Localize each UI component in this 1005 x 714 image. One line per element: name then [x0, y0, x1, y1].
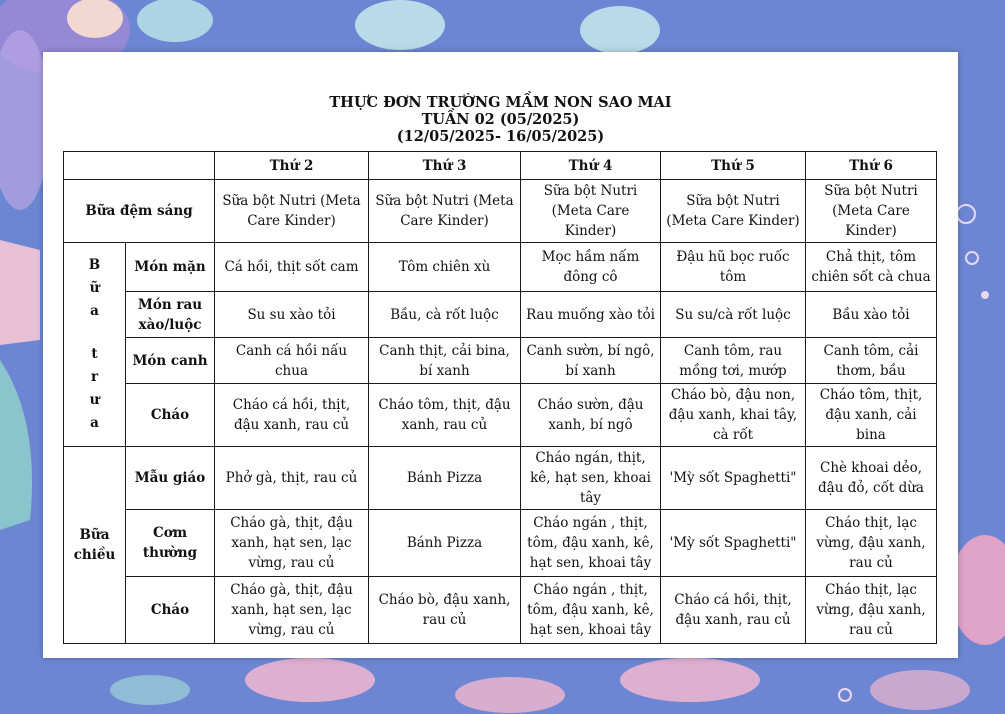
menu-cell: 'Mỳ sốt Spaghetti"	[661, 510, 806, 577]
menu-cell: Cá hồi, thịt sốt cam	[215, 243, 369, 292]
dish-label: Cháo	[126, 384, 215, 447]
menu-cell: Cháo ngán, thịt, kê, hạt sen, khoai tây	[521, 447, 661, 510]
lunch-letter: t	[91, 346, 98, 362]
menu-cell: Bánh Pizza	[369, 447, 521, 510]
menu-cell: Cháo ngán , thịt, tôm, đậu xanh, kê, hạt sen, khoai tây	[521, 510, 661, 577]
menu-cell: Canh tôm, cải thơm, bầu	[806, 338, 937, 384]
day-header: Thứ 4	[521, 152, 661, 180]
menu-cell: Sữa bột Nutri (Meta Care Kinder)	[521, 180, 661, 243]
lunch-letter: r	[90, 369, 99, 385]
menu-cell: Canh sườn, bí ngô, bí xanh	[521, 338, 661, 384]
header-corner	[64, 152, 215, 180]
menu-cell: Cháo ngán , thịt, tôm, đậu xanh, kê, hạt sen, khoai tây	[521, 577, 661, 644]
lunch-letter: ữ	[89, 280, 100, 296]
menu-cell: Bánh Pizza	[369, 510, 521, 577]
day-header: Thứ 5	[661, 152, 806, 180]
morning-row	[64, 180, 937, 243]
afternoon-label: Bữa chiều	[64, 447, 126, 644]
menu-cell: Cháo thịt, lạc vừng, đậu xanh, rau củ	[806, 577, 937, 644]
lunch-row	[64, 384, 937, 447]
menu-cell: Cháo gà, thịt, đậu xanh, hạt sen, lạc vừng, rau củ	[215, 510, 369, 577]
day-header: Thứ 2	[215, 152, 369, 180]
menu-cell: Phở gà, thịt, rau củ	[215, 447, 369, 510]
menu-title-block	[43, 94, 958, 145]
dish-label: Món mặn	[126, 243, 215, 292]
menu-cell: Sữa bột Nutri (Meta Care Kinder)	[215, 180, 369, 243]
lunch-letter: ư	[89, 392, 100, 408]
menu-cell: Su su xào tỏi	[215, 292, 369, 338]
menu-cell: Cháo sườn, đậu xanh, bí ngô	[521, 384, 661, 447]
lunch-row	[64, 338, 937, 384]
menu-cell: Cháo gà, thịt, đậu xanh, hạt sen, lạc vừng, rau củ	[215, 577, 369, 644]
menu-paper	[43, 52, 958, 658]
menu-cell: Sữa bột Nutri (Meta Care Kinder)	[369, 180, 521, 243]
afternoon-row	[64, 447, 937, 510]
menu-table	[63, 151, 937, 644]
day-header: Thứ 6	[806, 152, 937, 180]
menu-cell: Sữa bột Nutri (Meta Care Kinder)	[806, 180, 937, 243]
menu-cell: Su su/cà rốt luộc	[661, 292, 806, 338]
afternoon-row	[64, 510, 937, 577]
menu-cell: Canh thịt, cải bina, bí xanh	[369, 338, 521, 384]
menu-cell: Bầu xào tỏi	[806, 292, 937, 338]
menu-cell: Rau muống xào tỏi	[521, 292, 661, 338]
lunch-letter: B	[88, 257, 101, 273]
dish-label: Cơm thường	[126, 510, 215, 577]
menu-cell: Mọc hầm nấm đông cô	[521, 243, 661, 292]
menu-cell: Sữa bột Nutri (Meta Care Kinder)	[661, 180, 806, 243]
menu-cell: Cháo tôm, thịt, đậu xanh, rau củ	[369, 384, 521, 447]
menu-cell: Chả thịt, tôm chiên sốt cà chua	[806, 243, 937, 292]
day-header: Thứ 3	[369, 152, 521, 180]
menu-cell: Bầu, cà rốt luộc	[369, 292, 521, 338]
afternoon-row	[64, 577, 937, 644]
lunch-row	[64, 292, 937, 338]
menu-cell: Đậu hũ bọc ruốc tôm	[661, 243, 806, 292]
lunch-letter: a	[90, 415, 99, 431]
menu-week: TUẦN 02 (05/2025)	[421, 111, 580, 128]
menu-cell: Canh cá hồi nấu chua	[215, 338, 369, 384]
menu-cell: Cháo cá hồi, thịt, đậu xanh, rau củ	[661, 577, 806, 644]
menu-cell: 'Mỳ sốt Spaghetti"	[661, 447, 806, 510]
lunch-row	[64, 243, 937, 292]
dish-label: Món canh	[126, 338, 215, 384]
menu-cell: Canh tôm, rau mồng tơi, mướp	[661, 338, 806, 384]
menu-cell: Tôm chiên xù	[369, 243, 521, 292]
dish-label: Mẫu giáo	[126, 447, 215, 510]
menu-cell: Cháo thịt, lạc vừng, đậu xanh, rau củ	[806, 510, 937, 577]
menu-title: THỰC ĐƠN TRƯỜNG MẦM NON SAO MAI	[329, 94, 672, 111]
lunch-label	[64, 243, 126, 447]
lunch-letter: a	[90, 303, 99, 319]
menu-cell: Cháo tôm, thịt, đậu xanh, cải bina	[806, 384, 937, 447]
menu-cell: Cháo bò, đậu xanh, rau củ	[369, 577, 521, 644]
dish-label: Cháo	[126, 577, 215, 644]
menu-cell: Cháo cá hồi, thịt, đậu xanh, rau củ	[215, 384, 369, 447]
menu-cell: Cháo bò, đậu non, đậu xanh, khai tây, cà rốt	[661, 384, 806, 447]
menu-cell: Chè khoai dẻo, đậu đỏ, cốt dừa	[806, 447, 937, 510]
dish-label: Món rau xào/luộc	[126, 292, 215, 338]
morning-label: Bữa đệm sáng	[64, 180, 215, 243]
header-row	[64, 152, 937, 180]
menu-date-range: (12/05/2025- 16/05/2025)	[396, 128, 605, 145]
